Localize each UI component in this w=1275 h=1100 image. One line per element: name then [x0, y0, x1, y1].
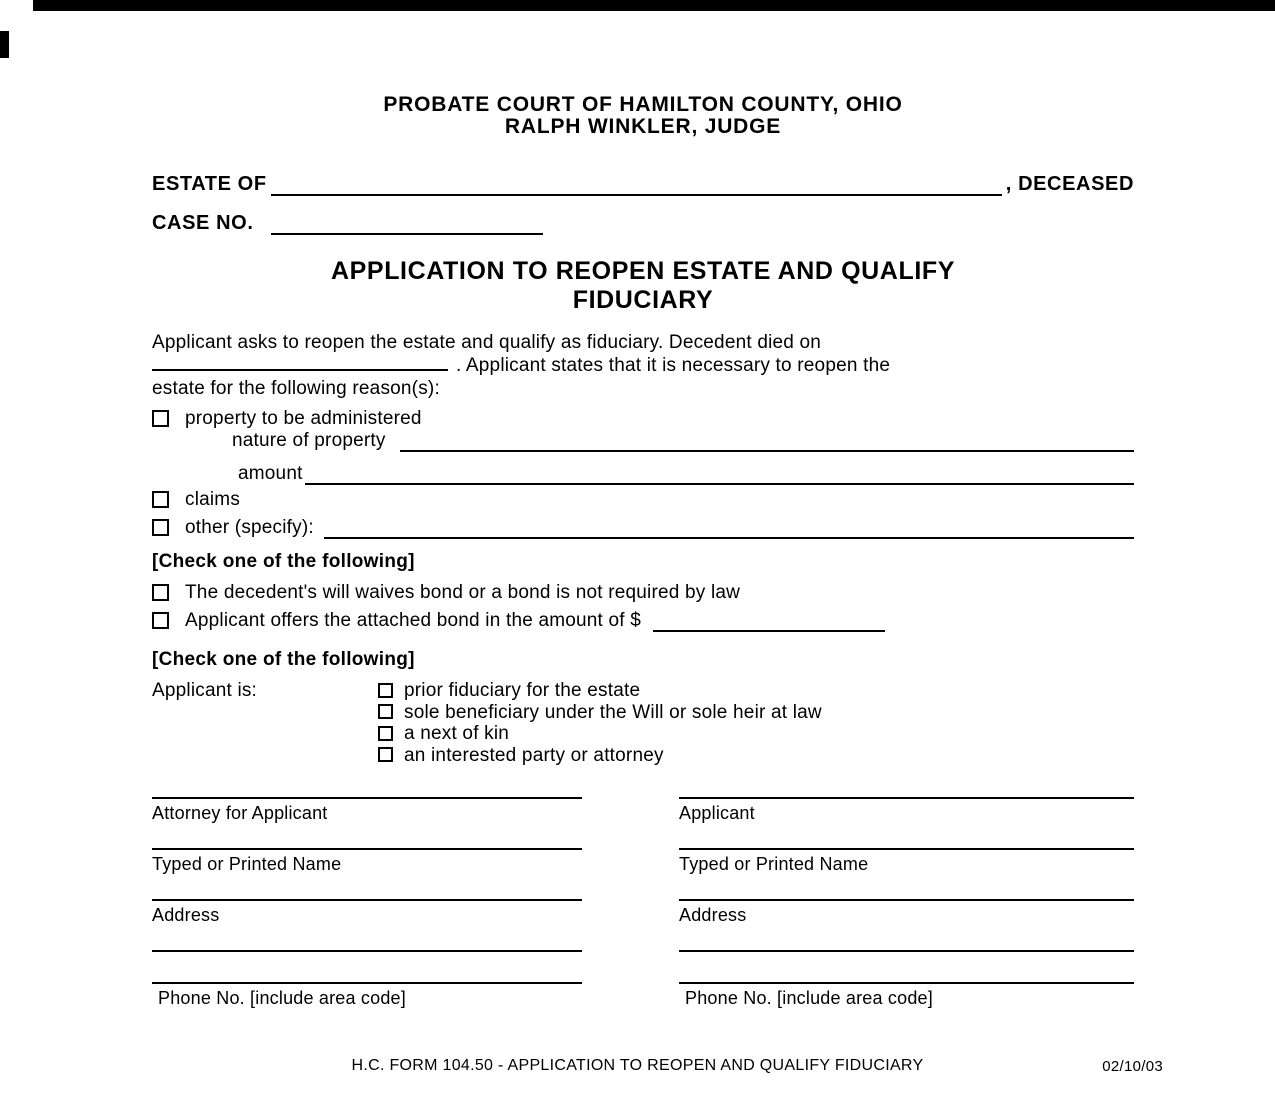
- court-header: [152, 0, 1134, 138]
- applicant-is-label: Applicant is:: [152, 680, 258, 701]
- deceased-label: , DECEASED: [1005, 173, 1134, 195]
- estate-of-label: ESTATE OF: [152, 173, 267, 195]
- attorney-address-label: Address: [152, 905, 220, 925]
- interested-party-checkbox[interactable]: [378, 747, 393, 762]
- attorney-phone-block: [152, 982, 582, 1009]
- attorney-address-block: [152, 899, 582, 926]
- estate-name-field[interactable]: [271, 180, 1002, 196]
- property-checkbox[interactable]: [152, 410, 169, 427]
- amount-field[interactable]: [305, 469, 1134, 485]
- intro-line3: estate for the following reason(s):: [152, 378, 440, 399]
- reason-other-row: [152, 517, 1134, 539]
- applicant-address2-block: [679, 950, 1134, 952]
- bond-attached-label: Applicant offers the attached bond in the amount of $: [185, 610, 642, 631]
- amount-label: amount: [238, 463, 303, 484]
- bond-attached-checkbox[interactable]: [152, 612, 169, 629]
- intro-line2-text: . Applicant states that it is necessary to reopen the: [456, 355, 891, 376]
- attorney-address2-block: [152, 950, 582, 952]
- bond-waived-label: The decedent's will waives bond or a bond is not required by law: [185, 582, 741, 603]
- form-revision-date: 02/10/03: [1102, 1058, 1163, 1075]
- intro-line1: Applicant asks to reopen the estate and qualify as fiduciary. Decedent died on: [152, 332, 822, 353]
- bond-waived-row: [152, 582, 1134, 604]
- applicant-option-prior-fiduciary: [378, 680, 822, 702]
- applicant-address-label: Address: [679, 905, 747, 925]
- bond-amount-field[interactable]: [653, 616, 885, 632]
- other-label: other (specify):: [185, 517, 314, 538]
- signature-section: [152, 797, 1134, 1033]
- attorney-signature-label: Attorney for Applicant: [152, 803, 328, 823]
- bond-waived-checkbox[interactable]: [152, 584, 169, 601]
- claims-checkbox[interactable]: [152, 491, 169, 508]
- attorney-name-label: Typed or Printed Name: [152, 854, 342, 874]
- estate-of-row: [152, 173, 1134, 196]
- reason-claims-row: [152, 489, 1134, 511]
- applicant-name-block: [679, 848, 1134, 875]
- death-date-field[interactable]: [152, 355, 448, 371]
- amount-row: [238, 463, 1134, 485]
- form-id: H.C. FORM 104.50 - APPLICATION TO REOPEN AND QUALIFY FIDUCIARY: [351, 1057, 924, 1074]
- claims-label: claims: [185, 489, 241, 510]
- attorney-signature-block: [152, 797, 582, 824]
- nature-of-property-row: [232, 430, 1134, 452]
- next-of-kin-label: a next of kin: [404, 723, 510, 744]
- attorney-address2-line[interactable]: [152, 950, 582, 952]
- applicant-phone-block: [679, 982, 1134, 1009]
- applicant-address2-line[interactable]: [679, 950, 1134, 952]
- case-no-field[interactable]: [271, 219, 543, 235]
- other-specify-field[interactable]: [324, 523, 1134, 539]
- interested-party-label: an interested party or attorney: [404, 744, 664, 766]
- prior-fiduciary-checkbox[interactable]: [378, 683, 393, 698]
- reason-property-row: [152, 408, 1134, 430]
- applicant-option-interested-party: [378, 745, 822, 767]
- other-checkbox[interactable]: [152, 519, 169, 536]
- applicant-option-sole-beneficiary: [378, 702, 822, 724]
- applicant-is-row: [152, 680, 1134, 766]
- next-of-kin-checkbox[interactable]: [378, 726, 393, 741]
- applicant-section-heading: [Check one of the following]: [152, 649, 415, 670]
- bond-amount-row: [152, 610, 1134, 632]
- attorney-column: [152, 797, 582, 1033]
- judge-name: RALPH WINKLER, JUDGE: [504, 115, 782, 138]
- applicant-address-block: [679, 899, 1134, 926]
- applicant-phone-label: Phone No. [include area code]: [685, 988, 933, 1008]
- applicant-options: [378, 680, 822, 766]
- form-title: [152, 257, 1134, 315]
- bond-section-heading: [Check one of the following]: [152, 551, 415, 572]
- property-label: property to be administered: [185, 408, 422, 429]
- prior-fiduciary-label: prior fiduciary for the estate: [404, 680, 641, 701]
- applicant-column: [679, 797, 1134, 1033]
- sole-beneficiary-label: sole beneficiary under the Will or sole heir at law: [404, 701, 822, 723]
- scan-artifact-left-mark: [0, 31, 9, 58]
- attorney-phone-label: Phone No. [include area code]: [158, 988, 406, 1008]
- form-footer: [0, 1057, 1275, 1075]
- nature-of-property-label: nature of property: [232, 430, 386, 451]
- court-name: PROBATE COURT OF HAMILTON COUNTY, OHIO: [383, 93, 903, 116]
- attorney-name-block: [152, 848, 582, 875]
- sole-beneficiary-checkbox[interactable]: [378, 704, 393, 719]
- form-title-line2: FIDUCIARY: [572, 286, 714, 314]
- form-title-line1: APPLICATION TO REOPEN ESTATE AND QUALIFY: [330, 257, 956, 285]
- applicant-option-next-of-kin: [378, 723, 822, 745]
- case-no-label: CASE NO.: [152, 212, 254, 234]
- form-content: [152, 0, 1134, 1033]
- intro-paragraph: [152, 331, 1134, 400]
- case-no-row: [152, 212, 1134, 235]
- applicant-signature-label: Applicant: [679, 803, 755, 823]
- applicant-signature-block: [679, 797, 1134, 824]
- intro-line2: [152, 354, 1134, 377]
- nature-of-property-field[interactable]: [400, 436, 1134, 452]
- applicant-name-label: Typed or Printed Name: [679, 854, 869, 874]
